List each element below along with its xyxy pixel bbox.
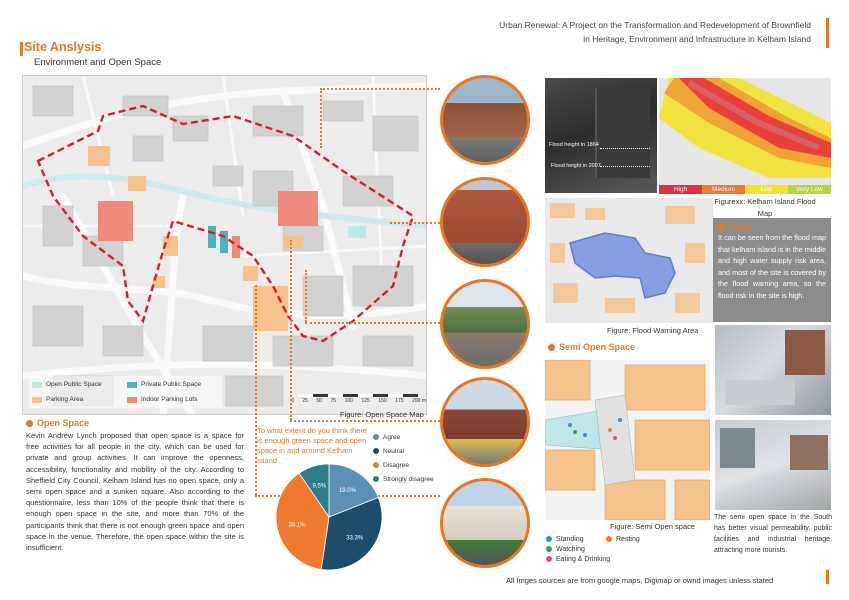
flood-level-line bbox=[600, 166, 650, 167]
open-space-heading-text: Open Space bbox=[37, 418, 90, 428]
connector-line bbox=[305, 322, 440, 324]
flood-map-caption: Figurexx: Kelham Island Flood Map bbox=[714, 197, 816, 218]
connector-line bbox=[290, 420, 440, 422]
semi-open-map bbox=[545, 360, 710, 520]
open-space-map-graphic bbox=[23, 76, 427, 415]
semi-open-caption: Figure: Semi Open space bbox=[610, 522, 696, 531]
semi-legend-standing bbox=[546, 534, 606, 544]
semi-open-map-graphic bbox=[545, 360, 710, 520]
flood-legend-label: Medium bbox=[711, 186, 736, 193]
flood-warning-caption: Figure: Flood Warning Area bbox=[607, 326, 699, 335]
header-line-1: Urban Renewal: A Project on the Transformation and Redevelopment of Brownfield bbox=[499, 20, 811, 30]
pie-data-label: 19.0% bbox=[338, 487, 356, 494]
map-scale-bar bbox=[298, 394, 418, 397]
connector-line bbox=[390, 222, 440, 224]
flood-risk-legend bbox=[659, 185, 831, 194]
semi-legend-dot bbox=[546, 536, 552, 542]
legend-swatch bbox=[32, 397, 42, 403]
semi-legend-label: Eating & Drinking bbox=[556, 555, 611, 563]
map-scale-labels bbox=[291, 398, 426, 404]
scale-tick: 125 bbox=[361, 398, 370, 404]
pie-legend-dot bbox=[373, 448, 379, 454]
flood-info-heading bbox=[718, 222, 826, 231]
flood-info-box bbox=[713, 218, 831, 322]
scale-tick: 100 bbox=[344, 398, 353, 404]
semi-legend-watching bbox=[546, 544, 606, 554]
semi-open-heading-text: Semi Open Space bbox=[559, 342, 636, 352]
flood-level-line bbox=[600, 148, 650, 149]
site-photo-1 bbox=[440, 75, 530, 165]
title-accent-bar bbox=[20, 42, 23, 56]
header-text bbox=[431, 18, 811, 46]
flood-legend-label: Very Low bbox=[796, 186, 823, 193]
footer-text: All Imges sources are from google maps, Digimap or ownd images unless stated bbox=[506, 576, 774, 585]
bullet-icon bbox=[548, 344, 555, 351]
semi-legend-label: Standing bbox=[556, 535, 584, 543]
site-photo-5 bbox=[440, 478, 530, 568]
flood-info-heading-text: Flood bbox=[728, 222, 750, 231]
flood-warning-map-graphic bbox=[545, 198, 713, 323]
connector-line bbox=[320, 88, 322, 148]
site-photo-4 bbox=[440, 377, 530, 467]
pie-legend-dot bbox=[373, 434, 379, 440]
legend-label: Parking Area bbox=[46, 396, 84, 403]
legend-indoor-parking-lots bbox=[127, 393, 222, 406]
legend-spacer bbox=[606, 544, 666, 554]
semi-legend-dot bbox=[606, 536, 612, 542]
open-space-heading bbox=[26, 418, 89, 428]
connector-line bbox=[290, 240, 292, 420]
scale-tick: 25 bbox=[302, 398, 308, 404]
pie-legend-agree bbox=[373, 430, 434, 444]
map-legend bbox=[29, 376, 225, 408]
semi-open-photo-1 bbox=[715, 325, 831, 415]
flood-risk-map-graphic bbox=[659, 78, 831, 193]
open-space-paragraph: Kevin Andrew Lynch proposed that open space is a space for free activities for all people in the city, which can be used for private and group activities. It can improve the openness, accessibility, functionality and mobility of the city. According to Sheffield City Council, Kelham Island has no open space, only a semi open space and a sunken square. Also according to the questionnaire, less than 10% of the people think that there is enough open space in the site, and more than 70% of the participants think that there is not enough green space and open space in the venue. Therefore, the open space within the site is insufficient. bbox=[26, 431, 244, 553]
connector-line bbox=[305, 270, 307, 322]
bullet-icon bbox=[26, 420, 33, 427]
pie-chart-title: To what extent do you think there is enough green space and open space in and around Kelham Island bbox=[257, 426, 368, 465]
semi-legend-label: Resting bbox=[616, 535, 640, 543]
flood-legend-very-low bbox=[788, 185, 831, 194]
pie-legend-label: Neutral bbox=[383, 447, 404, 455]
flood-legend-medium bbox=[702, 185, 745, 194]
flood-risk-map bbox=[659, 78, 831, 193]
connector-line bbox=[320, 88, 440, 90]
header-accent-bar bbox=[826, 18, 829, 48]
pie-data-label: 33.3% bbox=[346, 535, 364, 542]
pie-data-label: 38.1% bbox=[288, 522, 306, 529]
scale-tick: 150 bbox=[378, 398, 387, 404]
header-line-2: in Heritage, Environment and Infrastructure in Kelham Island bbox=[583, 34, 811, 44]
semi-open-heading bbox=[548, 342, 635, 352]
flood-legend-label: Low bbox=[760, 186, 773, 193]
semi-legend-label: Watching bbox=[556, 545, 585, 553]
legend-label: Open Public Space bbox=[46, 381, 102, 388]
pie-legend-label: Strongly disagree bbox=[383, 475, 434, 483]
open-space-map-caption: Figure: Open Space Map bbox=[340, 410, 424, 419]
flood-photo-building bbox=[595, 88, 650, 178]
pie-chart bbox=[274, 462, 384, 572]
page-title: Site Anslysis bbox=[24, 40, 102, 54]
pie-legend-label: Agree bbox=[383, 433, 401, 441]
pie-legend-neutral bbox=[373, 444, 434, 458]
pie-data-label: 9.5% bbox=[312, 483, 327, 490]
flood-label-1864: Flood height in 1864 bbox=[549, 142, 599, 148]
legend-swatch bbox=[127, 397, 137, 403]
legend-label: Indoor Parking Lots bbox=[141, 396, 198, 403]
flood-info-text: It can be seen from the flood map that kelham island is in the middle and high water supply risk area, and most of the site is covered by the flood warning area, so the flood risk in the site is high. bbox=[718, 233, 826, 300]
site-photo-2 bbox=[440, 177, 530, 267]
scale-tick: 175 bbox=[395, 398, 404, 404]
semi-legend-dot bbox=[546, 546, 552, 552]
semi-legend-dot bbox=[546, 556, 552, 562]
flood-legend-high bbox=[659, 185, 702, 194]
legend-open-public-space bbox=[32, 378, 127, 391]
pie-legend-label: Disagree bbox=[383, 461, 410, 469]
flood-warning-map bbox=[545, 198, 713, 323]
semi-legend-resting bbox=[606, 534, 666, 544]
flood-street-photo bbox=[545, 78, 657, 193]
site-photo-3 bbox=[440, 279, 530, 369]
bullet-icon bbox=[718, 223, 725, 230]
semi-open-legend bbox=[546, 534, 666, 564]
flood-label-2007: Flood height in 2007 bbox=[551, 163, 601, 169]
photo-building-shape bbox=[785, 330, 825, 375]
legend-label: Private Public Space bbox=[141, 381, 201, 388]
open-space-map bbox=[22, 75, 427, 415]
semi-open-note: The semi open space in the South has better visual permeability, public facilities and industrial heritage, attracting more tourists. bbox=[714, 514, 832, 554]
scale-tick: 200 m bbox=[412, 398, 426, 404]
flood-legend-label: High bbox=[673, 186, 688, 193]
legend-private-public-space bbox=[127, 378, 222, 391]
footer-accent-bar bbox=[826, 570, 829, 584]
scale-tick: 50 bbox=[316, 398, 322, 404]
semi-open-photo-2 bbox=[715, 420, 831, 510]
semi-legend-eating-drinking bbox=[546, 554, 666, 564]
photo-ground-shape bbox=[725, 380, 795, 405]
legend-parking-area bbox=[32, 393, 127, 406]
photo-building-shape bbox=[790, 435, 828, 470]
legend-swatch bbox=[127, 382, 137, 388]
flood-legend-low bbox=[745, 185, 788, 194]
photo-building-shape bbox=[720, 428, 755, 468]
scale-tick: 0 bbox=[291, 398, 294, 404]
page-subtitle: Environment and Open Space bbox=[34, 57, 162, 68]
legend-swatch bbox=[32, 382, 42, 388]
scale-tick: 75 bbox=[330, 398, 337, 404]
